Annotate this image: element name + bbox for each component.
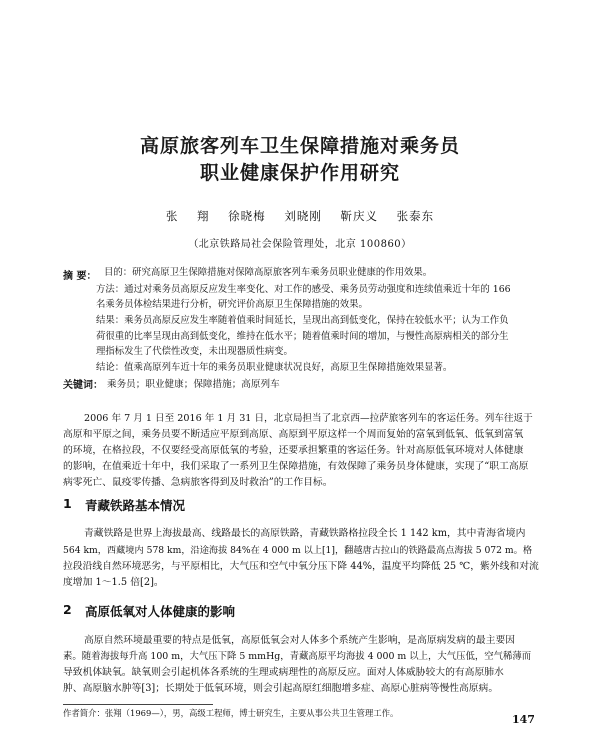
section1-line: 564 km，西藏境内 578 km，沿途海拔 84%在 4 000 m 以上[1]，翻越唐古拉山的铁路最高点海拔 5 072 m。格 <box>63 545 533 556</box>
intro-line: 的环境，在格拉段，不仅要经受高原低氧的考验，还要承担繁重的客运任务。针对高原低氧环境对人体健康 <box>63 445 524 456</box>
intro-line: 病零死亡、鼠疫零传播、急病旅客得到及时救治”的工作目标。 <box>63 477 333 488</box>
abstract-line: 理指标发生了代偿性改变，未出现器质性病变。 <box>96 346 293 357</box>
section1-line: 拉段沿线自然环境恶劣，与平原相比，大气压和空气中氧分压下降 44%，温度平均降低 25 ℃，紫外线和对流 <box>63 561 539 572</box>
paper-title-line1: 高原旅客列车卫生保障措施对乘务员 <box>139 135 460 157</box>
section2-line: 肿、高原脑水肿等[3]；长期处于低氧环境，则会引起高原红细胞增多症、高原心脏病等慢性高原病。 <box>63 683 499 694</box>
abstract-line: 方法：通过对乘务员高原反应发生率变化、对工作的感受、乘务员劳动强度和连续值乘近十年的 166 <box>96 284 511 295</box>
author-list: 张 翔 徐晓梅 刘晓刚 靳庆义 张泰东 <box>165 209 435 223</box>
section-number: 1 <box>63 496 72 511</box>
abstract-line: 结果：乘务员高原反应发生率随着值乘时间延长，呈现出高到低变化，保持在较低水平；认为工作负 <box>96 315 509 326</box>
section1-line: 青藏铁路是世界上海拔最高、线路最长的高原铁路，青藏铁路格拉段全长 1 142 km，其中青海省境内 <box>84 528 526 539</box>
abstract-line: 荷很重的比率呈现由高到低变化，维持在低水平；随着值乘时间的增加，与慢性高原病相关的部分生 <box>96 331 509 342</box>
abstract-label: 摘 要： <box>63 271 97 282</box>
section-title: 高原低氧对人体健康的影响 <box>85 604 236 619</box>
section-title: 青藏铁路基本情况 <box>85 498 186 513</box>
section2-line: 高原自然环境最重要的特点是低氧，高原低氧会对人体多个系统产生影响，是高原病发病的最主要因 <box>84 635 516 646</box>
intro-line: 的影响，在值乘近十年中，我们采取了一系列卫生保障措施，有效保障了乘务员身体健康，实现了“职工高原 <box>63 461 529 472</box>
intro-line: 高原和平原之间，乘务员要不断适应平原到高原、高原到平原这样一个周而复始的富氧到低氧、低氧到富氧 <box>63 429 524 440</box>
section1-line: 度增加 1～1.5 倍[2]。 <box>63 577 164 588</box>
author-affiliation: （北京铁路局社会保险管理处，北京 100860） <box>188 239 412 250</box>
intro-line: 2006 年 7 月 1 日至 2016 年 1 月 31 日，北京局担当了北京西—拉萨旅客列车的客运任务。列车往返于 <box>84 413 533 424</box>
abstract-line: 目的：研究高原卫生保障措施对保障高原旅客列车乘务员职业健康的作用效果。 <box>104 267 433 278</box>
keywords-label: 关键词： <box>63 380 103 391</box>
abstract-line: 名乘务员体检结果进行分析，研究评价高原卫生保障措施的效果。 <box>96 299 368 310</box>
abstract-line: 结论：值乘高原列车近十年的乘务员职业健康状况良好，高原卫生保障措施效果显著。 <box>96 362 453 373</box>
author-footnote: 作者简介：张翔（1969—），男，高级工程师，博士研究生，主要从事公共卫生管理工作。 <box>63 708 399 718</box>
section2-line: 素。随着海拔每升高 100 m，大气压下降 5 mmHg，青藏高原平均海拔 4 000 m 以上，大气压低，空气稀薄而 <box>63 651 532 662</box>
section-number: 2 <box>63 602 72 617</box>
footnote-rule <box>63 704 213 705</box>
section2-line: 导致机体缺氧。缺氧则会引起机体各系统的生理或病理性的高原反应。面对人体威胁较大的有高原肺水 <box>63 667 504 678</box>
keywords-text: 乘务员；职业健康；保障措施；高原列车 <box>107 379 280 390</box>
page-number: 147 <box>512 713 535 726</box>
paper-title-line2: 职业健康保护作用研究 <box>199 162 400 184</box>
